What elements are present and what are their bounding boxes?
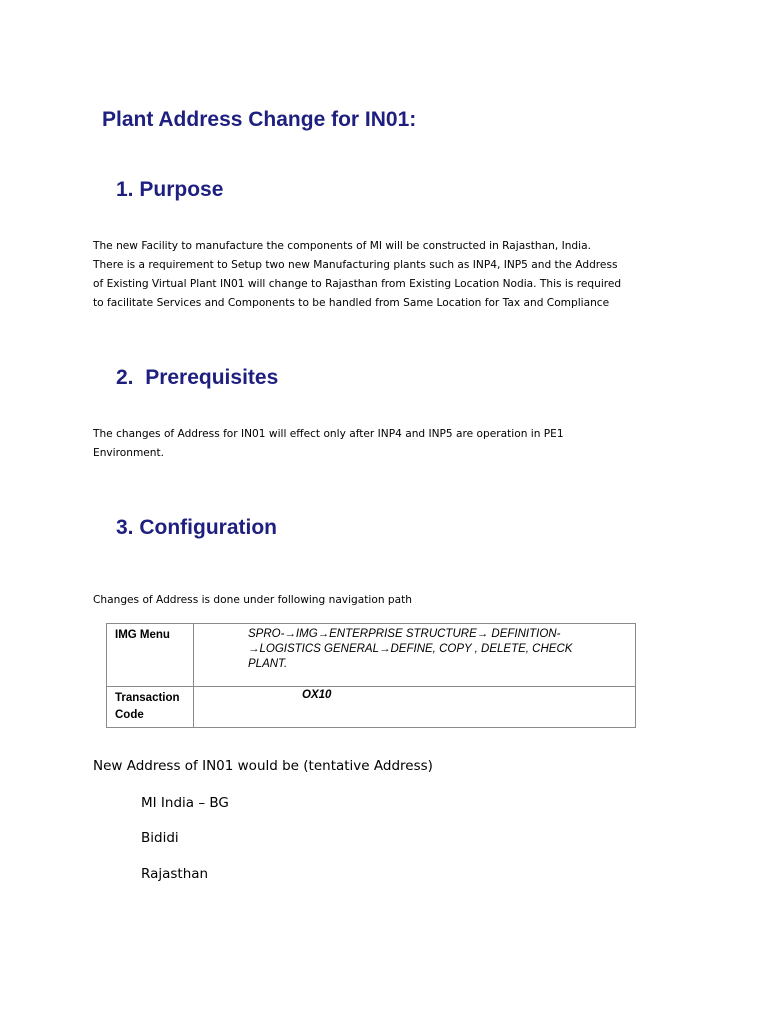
address-line: Rajasthan bbox=[141, 866, 209, 882]
section-heading-prerequisites bbox=[116, 366, 278, 390]
table-row bbox=[107, 687, 636, 728]
paragraph-line: of Existing Virtual Plant IN01 will change to Rajasthan from Existing Location Nodia. This is required bbox=[93, 278, 622, 290]
paragraph-line: Environment. bbox=[93, 447, 165, 459]
paragraph-line: The changes of Address for IN01 will effect only after INP4 and INP5 are operation in PE1 bbox=[93, 428, 564, 440]
page-title: Plant Address Change for IN01: bbox=[102, 108, 417, 131]
prerequisites-paragraph bbox=[93, 425, 713, 463]
section-heading-configuration bbox=[116, 516, 277, 540]
menu-path-line: →LOGISTICS GENERAL→DEFINE, COPY , DELETE, CHECK bbox=[248, 643, 573, 655]
section-number: 1. bbox=[116, 178, 134, 201]
table-value-cell bbox=[194, 624, 636, 687]
transaction-code-value: OX10 bbox=[194, 687, 636, 728]
section-title: Purpose bbox=[139, 178, 224, 201]
new-address-intro: New Address of IN01 would be (tentative Address) bbox=[93, 758, 433, 774]
table-label-cell: Transaction Code bbox=[107, 687, 194, 728]
address-line: MI India – BG bbox=[141, 795, 229, 811]
paragraph-line: There is a requirement to Setup two new Manufacturing plants such as INP4, INP5 and the Address bbox=[93, 259, 618, 271]
menu-path-line: PLANT. bbox=[248, 658, 288, 670]
section-title: Prerequisites bbox=[145, 366, 279, 389]
table-row bbox=[107, 624, 636, 687]
paragraph-line: to facilitate Services and Components to be handled from Same Location for Tax and Compliance bbox=[93, 297, 610, 309]
table-label-cell: IMG Menu bbox=[107, 624, 194, 687]
address-line: Bididi bbox=[141, 830, 179, 846]
configuration-paragraph bbox=[93, 591, 713, 610]
paragraph-line: Changes of Address is done under following navigation path bbox=[93, 594, 412, 606]
menu-path-line: SPRO-→IMG→ENTERPRISE STRUCTURE→ DEFINITION- bbox=[248, 628, 561, 640]
section-number: 3. bbox=[116, 516, 134, 539]
section-title: Configuration bbox=[139, 516, 277, 539]
purpose-paragraph bbox=[93, 237, 713, 313]
navigation-table bbox=[106, 623, 636, 728]
paragraph-line: The new Facility to manufacture the components of MI will be constructed in Rajasthan, India. bbox=[93, 240, 591, 252]
section-number: 2. bbox=[116, 366, 134, 389]
section-heading-purpose bbox=[116, 178, 223, 202]
